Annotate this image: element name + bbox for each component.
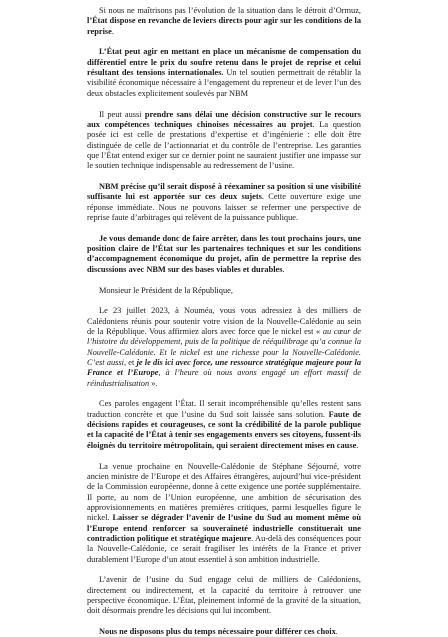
paragraph xyxy=(87,234,361,275)
body-text: . Au-delà des conséquences pour la Nouvelle-Calédonie, ce serait fragiliser les intérêts de la France et priver durablement l’Europe d’un atout essentiel à son ambition industrielle. xyxy=(87,533,361,564)
body-text: . La question posée ici est celle de prestations d’expertise et d’ingénierie : elle doit être distinguée de celle de l’actionnariat et du contrôle de l’entreprise. Les garanties que l’État entend exiger sur ce dernier point ne sauraient justifier une impasse sur le soutien technique indispensable au redressement de l’usine. xyxy=(87,119,361,171)
emphasis-text: Laisser se dégrader l’avenir de l’usine du Sud au moment même où l’Europe entend renforcer sa souveraineté industrielle constituerait une contradiction politique et stratégique majeure xyxy=(87,513,361,543)
body-text: Si nous ne maîtrisons pas l’évolution de la situation dans le détroit d’Ormuz, xyxy=(99,6,361,15)
body-text: . xyxy=(356,440,359,450)
emphasis-text: Faute de décisions rapides et courageuses, ce sont la crédibilité de la parole publique et la capacité de l’État à tenir ses engagements envers ses citoyens, fussent-ils éloignés du territoire métropolitain, qui seraient directement mises en cause xyxy=(87,409,361,450)
body-text: . xyxy=(111,26,114,36)
paragraph xyxy=(87,286,361,296)
body-text: , xyxy=(158,368,166,378)
paragraph xyxy=(87,306,361,389)
paragraph xyxy=(87,462,361,565)
body-text: Monsieur le Président de la République, xyxy=(99,285,233,295)
body-text: L’avenir de l’usine du Sud engage celui de milliers de Calédoniens, directement ou indirectement, et la capacité du territoire à retrouver une perspective économique. L’État, pleinement informé de la gravité de la situation, doit désormais prendre les décisions qui lui incombent. xyxy=(87,575,361,616)
body-text: . Cette ouverture exige une réponse immédiate. Nous ne pouvons laisser se refermer une perspective de reprise faute d’arbitrages qui relèvent de la puissance publique. xyxy=(87,192,361,223)
paragraph xyxy=(87,399,361,451)
body-text: Ces paroles engagent l’État. Il serait incompréhensible qu’elles restent sans traduction concrète et que l’usine du Sud soit laissée sans solution. xyxy=(87,399,361,419)
emphasis-text: L’État peut agir en mettant en place un mécanisme de compensation du différentiel entre le prix du soufre retenu dans le projet de reprise et celui résultant des tensions internationales. xyxy=(87,47,361,78)
quoted-text: à l’heure où nous avons engagé un effort massif de réindustrialisation xyxy=(87,368,361,388)
body-text: . xyxy=(335,627,338,637)
emphasis-text: l’État dispose en revanche de leviers directs pour agir sur les conditions de la reprise xyxy=(87,16,361,36)
emphasis-text: je le dis ici avec force, une ressource stratégique majeure pour la France et l’Europe xyxy=(87,357,361,378)
paragraph xyxy=(87,6,361,37)
body-text: Le 23 juillet 2023, à Nouméa, vous vous adressiez à des milliers de Calédoniens réunis pour soutenir votre vision de la Nouvelle-Calédonie au sein de la République. Vous affirmiez alors avec force que le nickel est « xyxy=(87,306,361,336)
paragraph xyxy=(87,627,361,637)
body-text: , et xyxy=(124,357,137,367)
paragraph xyxy=(87,110,361,172)
emphasis-text: Je vous demande donc de faire arrêter, dans les tout prochains jours, une position claire de l’État sur les partenaires techniques et sur les conditions d’accompagnement économique du projet, afin de permettre la reprise des discussions avec NBM sur des bases viables et durables xyxy=(87,233,361,274)
body-text: La venue prochaine en Nouvelle-Calédonie de Stéphane Séjourné, votre ancien ministre de l’Europe et des Affaires étrangères, aujourd’hui vice-président de la Commission européenne, donne à cette exigence une portée supplémentaire. Il porte, au nom de l’Union européenne, une ambition de sécurisation des approvisionnements en matières premières critiques, parmi lesquelles figure le nickel. xyxy=(87,461,361,523)
quoted-text: au cœur de l’histoire du développement, puis de la politique de rééquilibrage qu’a connue la Nouvelle-Calédonie. Et le nickel est une richesse pour la Nouvelle-Calédonie. C’est aussi xyxy=(87,326,361,367)
body-text: Il peut aussi xyxy=(99,109,145,119)
body-text: ». xyxy=(149,378,158,388)
paragraph xyxy=(87,182,361,223)
emphasis-text: NBM précise qu’il serait disposé à réexaminer sa position si une visibilité suffisante lui est apportée sur ces deux sujets xyxy=(87,181,361,202)
paragraph xyxy=(87,575,361,616)
emphasis-text: Nous ne disposons plus du temps nécessaire pour différer ces choix xyxy=(99,627,336,637)
emphasis-text: prendre sans délai une décision constructive sur le recours aux compétences techniques chinoises nécessaires au projet xyxy=(87,109,361,129)
body-text: . xyxy=(282,264,285,274)
paragraph xyxy=(87,47,361,99)
body-text: Un tel soutien permettrait de rétablir la visibilité économique nécessaire à l’engagement du repreneur et de lever l’un des deux obstacles explicitement soulevés par NBM xyxy=(87,68,361,98)
